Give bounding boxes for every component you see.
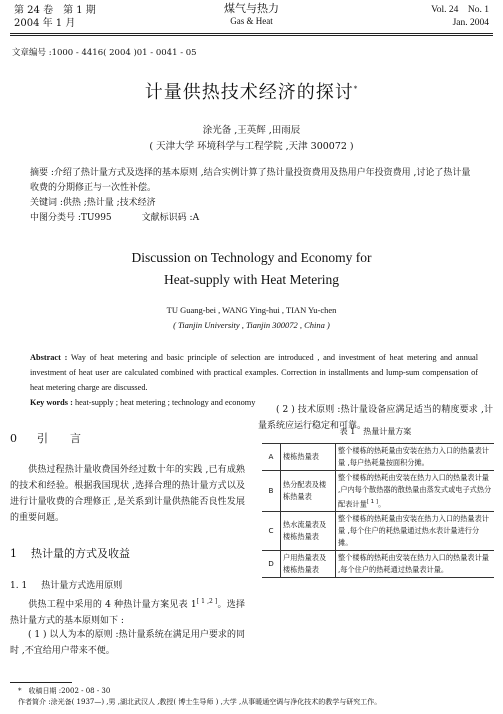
- date-cn: 2004 年 1 月: [14, 18, 76, 29]
- table-row: [262, 444, 494, 471]
- title-en: [0, 247, 503, 291]
- keywords-en-label: Key words :: [30, 398, 73, 407]
- footnote: [18, 686, 381, 708]
- table-1-caption: 表 1 热量计量方案: [339, 427, 412, 436]
- table-cell-id: C: [262, 512, 281, 551]
- table-cell-name: 热水流量表及楼栋热量表: [281, 512, 336, 551]
- section-number: 1: [10, 547, 17, 560]
- title-en-line2: Heat-supply with Heat Metering: [163, 272, 340, 287]
- abstract-cn-text: 介绍了热计量方式及选择的基本原则 ,结合实例计算了热计量投资费用及热用户年投资费用 ,讨论了热计量收费的分期修正与一次性补偿。: [30, 168, 471, 193]
- section-number: 0: [10, 432, 17, 445]
- title-footnote-mark: *: [353, 85, 359, 93]
- section-0-heading: [10, 430, 245, 446]
- classification-line: [30, 211, 478, 226]
- abstract-en-label: Abstract :: [30, 353, 68, 362]
- table-cell-name: 楼栋热量表: [281, 444, 336, 471]
- authors-cn: 涂光备 ,王英辉 ,田雨辰: [202, 125, 301, 136]
- author-bio: 作者简介 :涂光备( 1937—) ,男 ,湖北武汉人 ,教授( 博士生导师 ) ,大学 ,从事暖通空调与净化技术的教学与研究工作。: [18, 698, 382, 706]
- citation-ref: [ 1 ,2 ]: [196, 598, 218, 605]
- title-text: 计量供热技术经济的探讨: [144, 82, 354, 103]
- affiliation-en: ( Tianjin University , Tianjin 300072 , China ): [173, 320, 330, 330]
- subsection-title: 热计量方式选用原则: [41, 581, 123, 591]
- header-rule-bottom: [10, 35, 493, 36]
- received-date: * 收稿日期 :2002 - 08 - 30: [18, 687, 111, 695]
- abstract-cn-body: [30, 166, 478, 196]
- table-cell-name: 户用热量表及楼栋热量表: [281, 551, 336, 578]
- table-cell-id: A: [262, 444, 281, 471]
- header-rule-top: [10, 33, 493, 34]
- citation-ref: [ 1 ]: [366, 499, 379, 505]
- journal-name: [0, 2, 503, 28]
- intro-paragraph: 供热过程热计量收费国外经过数十年的实践 ,已有成熟的技术和经验。根据我国现状 ,选择合理的热计量方式以及进行计量收费的合理修正 ,是关系到计量供热能否良性发展的重要问题。: [10, 465, 245, 523]
- principle-1-paragraph: ( 1 ) 以人为本的原则 :热计量系统在满足用户要求的同时 ,不宜给用户带来不便。: [10, 630, 245, 656]
- table-cell-desc: 整个楼栋的热耗量由安装在热力入口的热量表计量 ,每个住户的耗热量通过热水表计量进行分摊。: [336, 512, 495, 551]
- article-number: 文章编号 :1000 - 4416( 2004 )01 - 0041 - 05: [12, 48, 197, 58]
- subsection-number: 1. 1: [10, 581, 28, 591]
- document-code: 文献标识码 :A: [141, 213, 200, 223]
- authors-en: TU Guang-bei , WANG Ying-hui , TIAN Yu-chen: [166, 305, 337, 315]
- section-1-1-heading: [10, 578, 245, 594]
- principle-2-paragraph: ( 2 ) 技术原则 :热计量设备应满足适当的精度要求 ,计量系统应运行稳定和可靠。: [258, 405, 493, 431]
- page-title: [0, 78, 503, 104]
- journal-name-en: Gas & Heat: [230, 16, 273, 26]
- table-cell-id: B: [262, 471, 281, 512]
- table-row: [262, 471, 494, 512]
- volume-issue-cn: 第 24 卷 第 1 期: [14, 5, 96, 16]
- section-title: 热计量的方式及收益: [31, 547, 130, 560]
- table-1: [262, 443, 494, 578]
- table-cell-desc: 整个楼栋的热耗量由安装在热力入口的热量表计量 ,每户热耗量按面积分摊。: [336, 444, 495, 471]
- footnote-rule: [10, 682, 72, 683]
- table-cell-name: 热分配表及楼栋热量表: [281, 471, 336, 512]
- abstract-en-text: Way of heat metering and basic principle of selection are introduced , and investment of heat metering and annual investment of heat user are calculated combined with practical examples. Correction in installments and lump-sum compensation of heat metering charge are discussed.: [30, 353, 478, 392]
- table-row: [262, 551, 494, 578]
- table-cell-id: D: [262, 551, 281, 578]
- section-title: 引 言: [37, 432, 81, 445]
- abstract-en-body: [30, 350, 478, 395]
- section-1-1-paragraph: 供热工程中采用的 4 种热计量方案见表 1[ 1 ,2 ]。选择热计量方式的基本原则如下 :: [10, 598, 245, 626]
- table-row: [262, 512, 494, 551]
- journal-issue-en: [431, 4, 489, 30]
- date-en: Jan. 2004: [452, 18, 489, 28]
- keywords-cn: 关键词 :供热 ;热计量 ;技术经济: [30, 198, 156, 208]
- table-cell-desc: 整个楼栋的热耗由安装在热力入口的热量表计量 ,每个住户的热耗通过热量表计量。: [336, 551, 495, 578]
- clc-number: 中图分类号 :TU995: [30, 213, 112, 223]
- section-1-heading: [10, 545, 245, 561]
- abstract-en: [30, 350, 478, 410]
- volume-issue-en: Vol. 24 No. 1: [431, 5, 489, 15]
- abstract-cn: [30, 166, 478, 226]
- table-cell-desc: 整个楼栋的热耗由安装在热力入口的热量表计量 ,户内每个散热器的散热量由蒸发式或电子式热分配表计量[ 1 ]。: [336, 471, 495, 512]
- affiliation-cn: ( 天津大学 环境科学与工程学院 ,天津 300072 ): [149, 141, 354, 152]
- keywords-en-text: heat-supply ; heat metering ; technology and economy: [74, 398, 256, 407]
- title-en-line1: Discussion on Technology and Economy for: [131, 250, 372, 265]
- journal-name-cn: 煤气与热力: [224, 2, 279, 15]
- abstract-cn-label: 摘要 :: [30, 168, 54, 178]
